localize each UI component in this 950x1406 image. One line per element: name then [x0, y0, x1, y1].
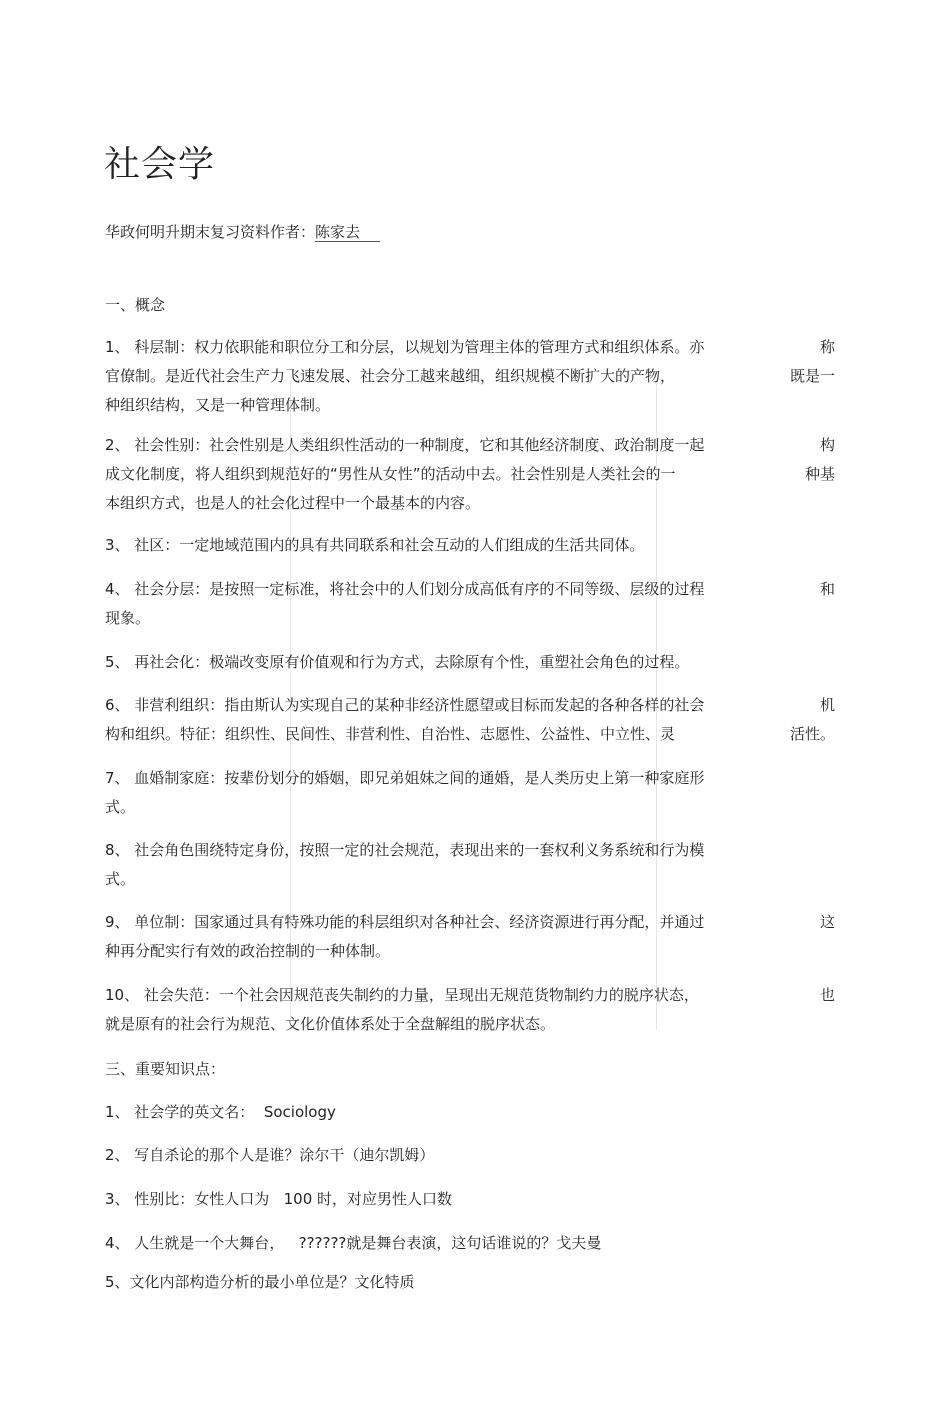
- concept-line: [105, 460, 845, 489]
- concept-item: [105, 908, 845, 966]
- concept-line-text: 构和组织。特征：组织性、民间性、非营利性、自治性、志愿性、公益性、中立性、灵: [105, 725, 676, 743]
- concept-line: [105, 908, 845, 937]
- concept-line-tail: 称: [819, 338, 835, 356]
- concept-line: [105, 489, 845, 518]
- key-point-item: 2、 写自杀论的那个人是谁？涂尔干（迪尔凯姆）: [105, 1146, 435, 1164]
- concept-line-text: 7、 血婚制家庭：按辈份划分的婚姻，即兄弟姐妹之间的通婚，是人类历史上第一种家庭形: [105, 769, 705, 787]
- concept-item: [105, 691, 845, 749]
- concept-line-text: 5、 再社会化：极端改变原有价值观和行为方式，去除原有个性，重塑社会角色的过程。: [105, 653, 690, 671]
- section-heading-concepts: 一、概念: [105, 296, 166, 314]
- concept-line-text: 1、 科层制：权力依职能和职位分工和分层，以规划为管理主体的管理方式和组织体系。亦: [105, 338, 705, 356]
- concept-line-text: 8、 社会角色围绕特定身份，按照一定的社会规范，表现出来的一套权利义务系统和行为模: [105, 841, 705, 859]
- concept-line-text: 4、 社会分层：是按照一定标准，将社会中的人们划分成高低有序的不同等级、层级的过程: [105, 580, 705, 598]
- concept-line-tail: 既是一: [789, 367, 835, 385]
- concept-line: [105, 793, 845, 822]
- concept-line: [105, 604, 845, 633]
- concept-line: [105, 391, 845, 420]
- concept-line-tail: 活性。: [789, 725, 835, 743]
- concept-line-tail: 也: [819, 986, 835, 1004]
- concept-line: [105, 764, 845, 793]
- concept-line: [105, 691, 845, 720]
- concept-line: [105, 575, 845, 604]
- key-point-item: 1、 社会学的英文名： Sociology: [105, 1103, 336, 1121]
- concept-item: [105, 575, 845, 633]
- concept-item: [105, 648, 845, 677]
- key-point-item: 3、 性别比：女性人口为 100 时，对应男性人口数: [105, 1190, 453, 1208]
- concept-line-text: 10、 社会失范：一个社会因规范丧失制约的力量，呈现出无规范货物制约力的脱序状态，: [105, 986, 699, 1004]
- concept-line-tail: 机: [819, 696, 835, 714]
- concept-line-text: 现象。: [105, 609, 151, 627]
- concept-line: [105, 937, 845, 966]
- concept-line-text: 9、 单位制：国家通过具有特殊功能的科层组织对各种社会、经济资源进行再分配，并通过: [105, 913, 705, 931]
- concept-line-text: 成文化制度，将人组织到规范好的“男性从女性”的活动中去。社会性别是人类社会的一: [105, 465, 676, 483]
- concept-line-tail: 构: [819, 436, 835, 454]
- concept-item: [105, 764, 845, 822]
- concept-line-text: 2、 社会性别：社会性别是人类组织性活动的一种制度，它和其他经济制度、政治制度一起: [105, 436, 705, 454]
- concept-line-text: 种再分配实行有效的政治控制的一种体制。: [105, 942, 391, 960]
- concept-line-tail: 这: [819, 913, 835, 931]
- concept-line-text: 就是原有的社会行为规范、文化价值体系处于全盘解组的脱序状态。: [105, 1015, 556, 1033]
- document-title: 社会学: [104, 144, 216, 185]
- concept-line: [105, 981, 845, 1010]
- concept-item: [105, 981, 845, 1039]
- concept-line-text: 式。: [105, 798, 136, 816]
- concept-line-text: 6、 非营利组织：指由斯认为实现自己的某种非经济性愿望或目标而发起的各种各样的社会: [105, 696, 705, 714]
- concept-line-text: 种组织结构，又是一种管理体制。: [105, 396, 331, 414]
- concept-line: [105, 362, 845, 391]
- concept-item: [105, 333, 845, 420]
- concept-line: [105, 836, 845, 865]
- key-point-item: 5、文化内部构造分析的最小单位是？文化特质: [105, 1273, 415, 1291]
- concept-line-text: 式。: [105, 870, 136, 888]
- concept-line: [105, 648, 845, 677]
- concept-line-text: 官僚制。是近代社会生产力飞速发展、社会分工越来越细，组织规模不断扩大的产物，: [105, 367, 676, 385]
- concept-line: [105, 531, 845, 560]
- concept-line: [105, 333, 845, 362]
- concept-line-tail: 种基: [804, 465, 835, 483]
- concept-line: [105, 720, 845, 749]
- concept-item: [105, 836, 845, 894]
- concept-line: [105, 431, 845, 460]
- concept-line-tail: 和: [819, 580, 835, 598]
- subtitle-text: 华政何明升期末复习资料作者：: [105, 223, 316, 241]
- concept-line-text: 本组织方式，也是人的社会化过程中一个最基本的内容。: [105, 494, 481, 512]
- document-subtitle: [105, 221, 380, 242]
- section-heading-key-points: 三、重要知识点：: [105, 1060, 226, 1078]
- concept-item: [105, 431, 845, 518]
- concept-line-text: 3、 社区：一定地域范围内的具有共同联系和社会互动的人们组成的生活共同体。: [105, 536, 645, 554]
- concept-line: [105, 865, 845, 894]
- concept-line: [105, 1010, 845, 1039]
- concept-item: [105, 531, 845, 560]
- author-name: 陈家去: [315, 223, 380, 242]
- key-point-item: 4、 人生就是一个大舞台， ??????就是舞台表演，这句话谁说的？戈夫曼: [105, 1234, 602, 1252]
